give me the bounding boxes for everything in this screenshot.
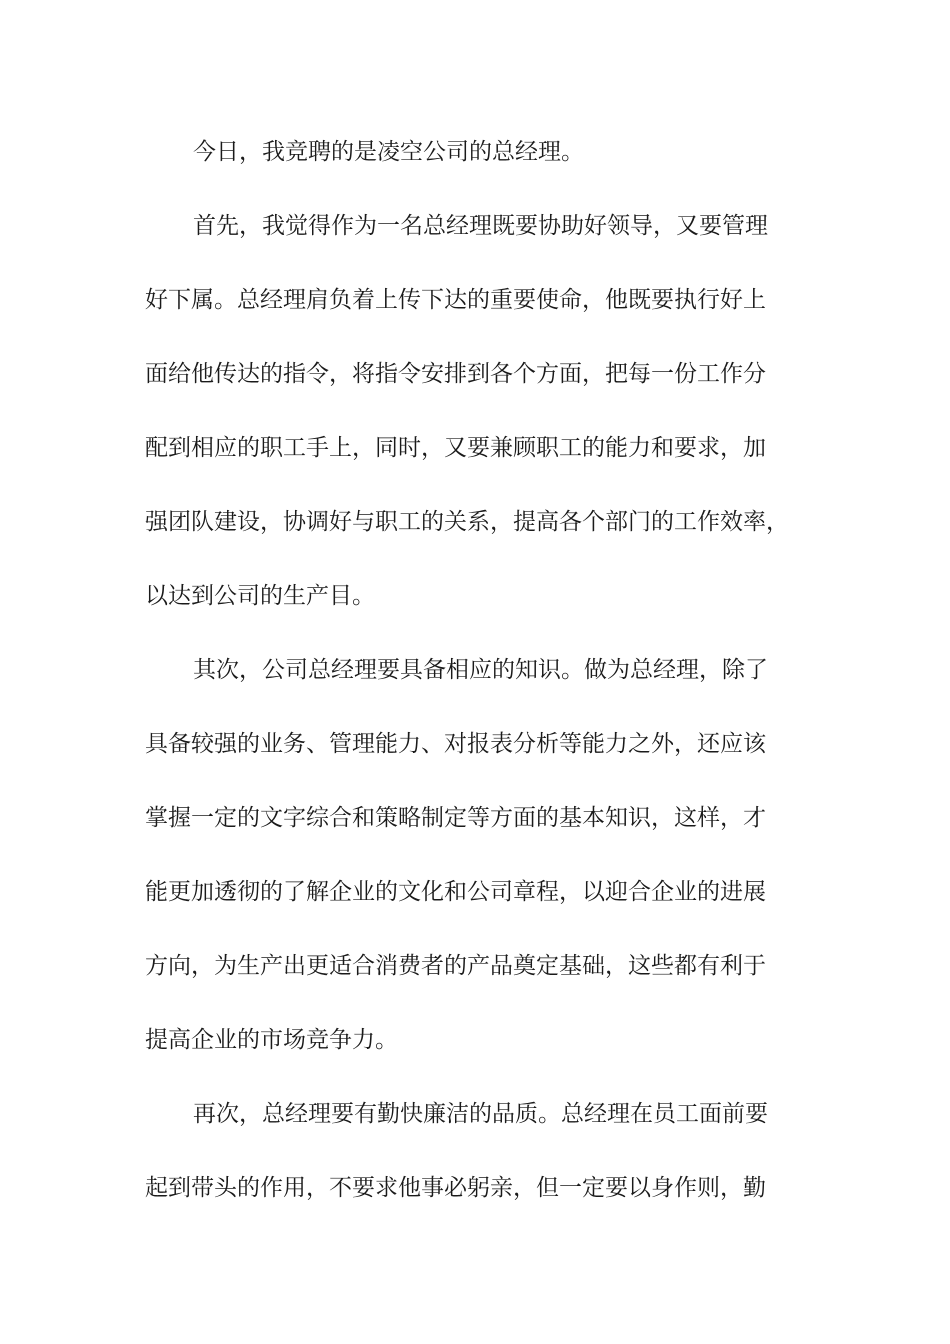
- paragraph-2-line-1: 首先，我觉得作为一名总经理既要协助好领导，又要管理: [193, 213, 768, 239]
- paragraph-3-line-1: 其次，公司总经理要具备相应的知识。做为总经理，除了: [193, 657, 768, 683]
- paragraph-2-line-4: 配到相应的职工手上，同时，又要兼顾职工的能力和要求，加: [145, 435, 766, 461]
- paragraph-2-line-5: 强团队建设，协调好与职工的关系，提高各个部门的工作效率，: [145, 509, 789, 535]
- paragraph-4-line-2: 起到带头的作用，不要求他事必躬亲，但一定要以身作则，勤: [145, 1175, 766, 1201]
- paragraph-4-line-1: 再次，总经理要有勤快廉洁的品质。总经理在员工面前要: [193, 1101, 768, 1127]
- paragraph-3-line-3: 掌握一定的文字综合和策略制定等方面的基本知识，这样，才: [145, 805, 766, 831]
- paragraph-1-line-1: 今日，我竞聘的是凌空公司的总经理。: [193, 139, 584, 165]
- paragraph-3-line-4: 能更加透彻的了解企业的文化和公司章程，以迎合企业的进展: [145, 879, 766, 905]
- paragraph-3-line-2: 具备较强的业务、管理能力、对报表分析等能力之外，还应该: [145, 731, 766, 757]
- paragraph-3-line-5: 方向，为生产出更适合消费者的产品奠定基础，这些都有利于: [145, 953, 766, 979]
- paragraph-2-line-2: 好下属。总经理肩负着上传下达的重要使命，他既要执行好上: [145, 287, 766, 313]
- paragraph-3-line-6: 提高企业的市场竞争力。: [145, 1027, 398, 1053]
- paragraph-2-line-3: 面给他传达的指令，将指令安排到各个方面，把每一份工作分: [145, 361, 766, 387]
- paragraph-2-line-6: 以达到公司的生产目。: [145, 583, 375, 609]
